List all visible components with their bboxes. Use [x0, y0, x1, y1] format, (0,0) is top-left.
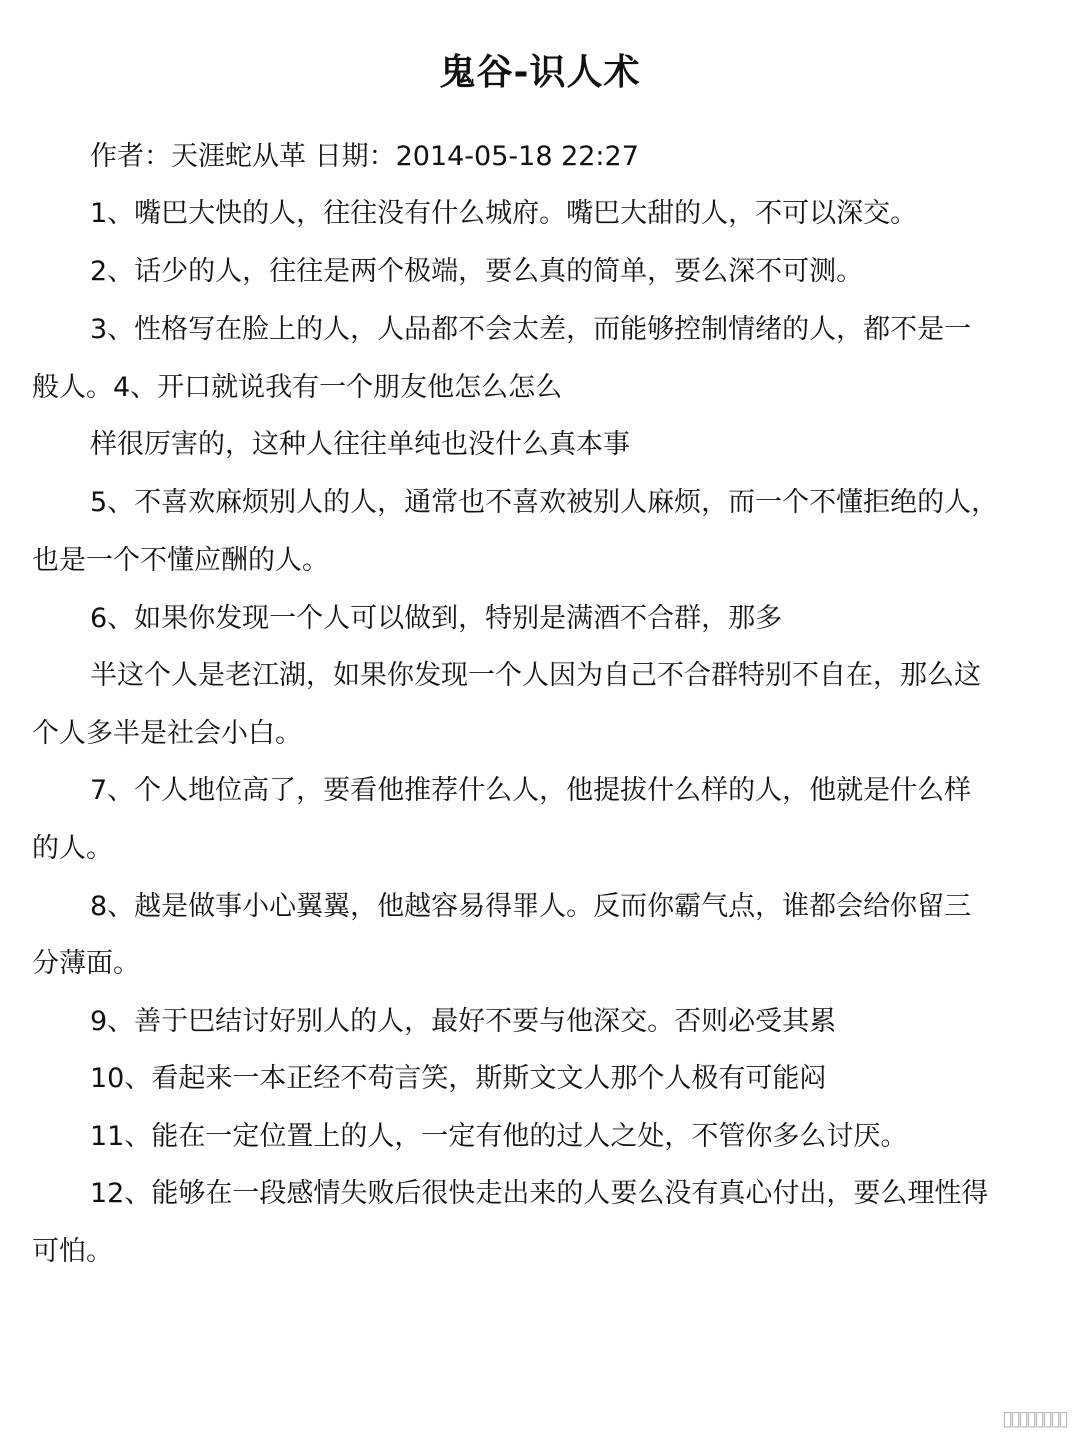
text-line: 样很厉害的，这种人往往单纯也没什么真本事 — [90, 429, 630, 460]
text-line: 也是一个不懂应酬的人。 — [32, 545, 329, 576]
text-line: 般人。4、开口就说我有一个朋友他怎么怎么 — [32, 372, 563, 403]
text-line: 12、能够在一段感情失败后很快走出来的人要么没有真心付出，要么理性得 — [90, 1178, 989, 1209]
text-line: 个人多半是社会小白。 — [32, 718, 302, 749]
text-line: 9、善于巴结讨好别人的人，最好不要与他深交。否则必受其累 — [90, 1006, 837, 1037]
text-line: 2、话少的人，往往是两个极端，要么真的简单，要么深不可测。 — [90, 256, 864, 287]
text-line: 8、越是做事小心翼翼，他越容易得罪人。反而你霸气点，谁都会给你留三 — [90, 891, 972, 922]
text-line: 6、如果你发现一个人可以做到，特别是满酒不合群，那多 — [90, 603, 783, 634]
watermark-icon: ▯▯▯▯▯▯▯▯ — [1001, 1406, 1066, 1430]
text-line: 10、看起来一本正经不苟言笑，斯斯文文人那个人极有可能闷 — [90, 1063, 827, 1094]
text-line: 5、不喜欢麻烦别人的人，通常也不喜欢被别人麻烦，而一个不懂拒绝的人， — [90, 487, 999, 518]
text-line: 11、能在一定位置上的人，一定有他的过人之处，不管你多么讨厌。 — [90, 1121, 908, 1152]
text-line: 分薄面。 — [32, 948, 140, 979]
text-line: 的人。 — [32, 833, 113, 864]
text-line: 可怕。 — [32, 1236, 113, 1267]
text-line: 3、性格写在脸上的人，人品都不会太差，而能够控制情绪的人，都不是一 — [90, 314, 972, 345]
text-line: 1、嘴巴大快的人，往往没有什么城府。嘴巴大甜的人，不可以深交。 — [90, 198, 918, 229]
text-line: 半这个人是老江湖，如果你发现一个人因为自己不合群特别不自在，那么这 — [90, 660, 981, 691]
text-line: 7、个人地位高了，要看他推荐什么人，他提拔什么样的人，他就是什么样 — [90, 775, 972, 806]
author-date-line: 作者：天涯蛇从革 日期：2014-05-18 22:27 — [90, 141, 639, 172]
document-title: 鬼谷-识人术 — [439, 52, 641, 93]
